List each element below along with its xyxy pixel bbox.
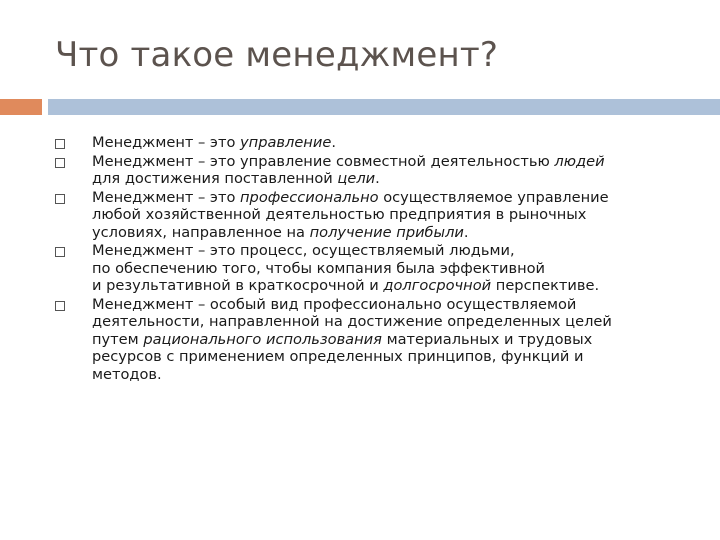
- bullet-line: [92, 170, 695, 188]
- bullet-text: .: [331, 134, 336, 151]
- square-outline-icon: [55, 247, 65, 257]
- accent-bar-blue: [48, 99, 720, 115]
- bullet-item: [55, 153, 695, 188]
- bullet-text: деятельности, направленной на достижение определенных целей: [92, 313, 612, 330]
- bullet-item: [55, 296, 695, 384]
- bullet-text-italic: долгосрочной: [383, 277, 492, 294]
- bullet-text-italic: цели: [337, 170, 376, 187]
- bullet-text: путем: [92, 330, 144, 348]
- bullet-text: для достижения поставленной: [92, 170, 338, 187]
- bullet-text: Менеджмент – это: [92, 134, 241, 151]
- bullet-text: по обеспечению того, чтобы компания была эффективной: [92, 259, 546, 277]
- bullet-text: Менеджмент – особый вид профессионально осуществляемой: [92, 295, 577, 313]
- accent-bar-orange: [0, 99, 42, 115]
- slide-title: Что такое менеджмент?: [55, 35, 499, 75]
- bullet-line: [92, 331, 695, 349]
- bullet-text-italic: профессионально: [240, 188, 379, 206]
- bullet-list: [55, 134, 695, 384]
- bullet-text: материальных и трудовых: [381, 330, 593, 348]
- bullet-text: Менеджмент – это: [92, 188, 241, 206]
- bullet-text-italic: управление: [240, 134, 332, 151]
- square-outline-icon: [55, 194, 65, 204]
- bullet-line: [92, 260, 695, 278]
- square-outline-icon: [55, 301, 65, 311]
- bullet-text-italic: получение прибыли: [309, 223, 464, 241]
- square-outline-icon: [55, 139, 65, 149]
- bullet-text-italic: рационального использования: [143, 330, 382, 348]
- bullet-text: .: [375, 170, 380, 187]
- bullet-line: [92, 153, 695, 171]
- bullet-item: [55, 189, 695, 242]
- bullet-text: .: [463, 223, 469, 241]
- bullet-text: условиях, направленное на: [92, 223, 310, 241]
- bullet-text: методов.: [92, 365, 162, 383]
- bullet-line: [92, 134, 695, 152]
- bullet-line: [92, 206, 695, 224]
- bullet-line: [92, 313, 695, 331]
- bullet-text-italic: людей: [554, 152, 605, 170]
- bullet-line: [92, 242, 695, 260]
- bullet-line: [92, 296, 695, 314]
- bullet-line: [92, 277, 695, 295]
- bullet-line: [92, 366, 695, 384]
- bullet-text: любой хозяйственной деятельностью предприятия в рыночных: [92, 206, 587, 223]
- bullet-text: перспективе.: [491, 277, 600, 294]
- bullet-text: ресурсов с применением определенных принципов, функций и: [92, 348, 584, 365]
- bullet-text: Менеджмент – это управление совместной деятельностью: [92, 152, 555, 170]
- bullet-line: [92, 348, 695, 366]
- bullet-item: [55, 134, 695, 152]
- bullet-line: [92, 224, 695, 242]
- square-outline-icon: [55, 158, 65, 168]
- bullet-text: и результативной в краткосрочной и: [92, 277, 384, 294]
- bullet-item: [55, 242, 695, 295]
- bullet-line: [92, 189, 695, 207]
- bullet-text: осуществляемое управление: [378, 188, 609, 206]
- bullet-text: Менеджмент – это процесс, осуществляемый людьми,: [92, 242, 515, 259]
